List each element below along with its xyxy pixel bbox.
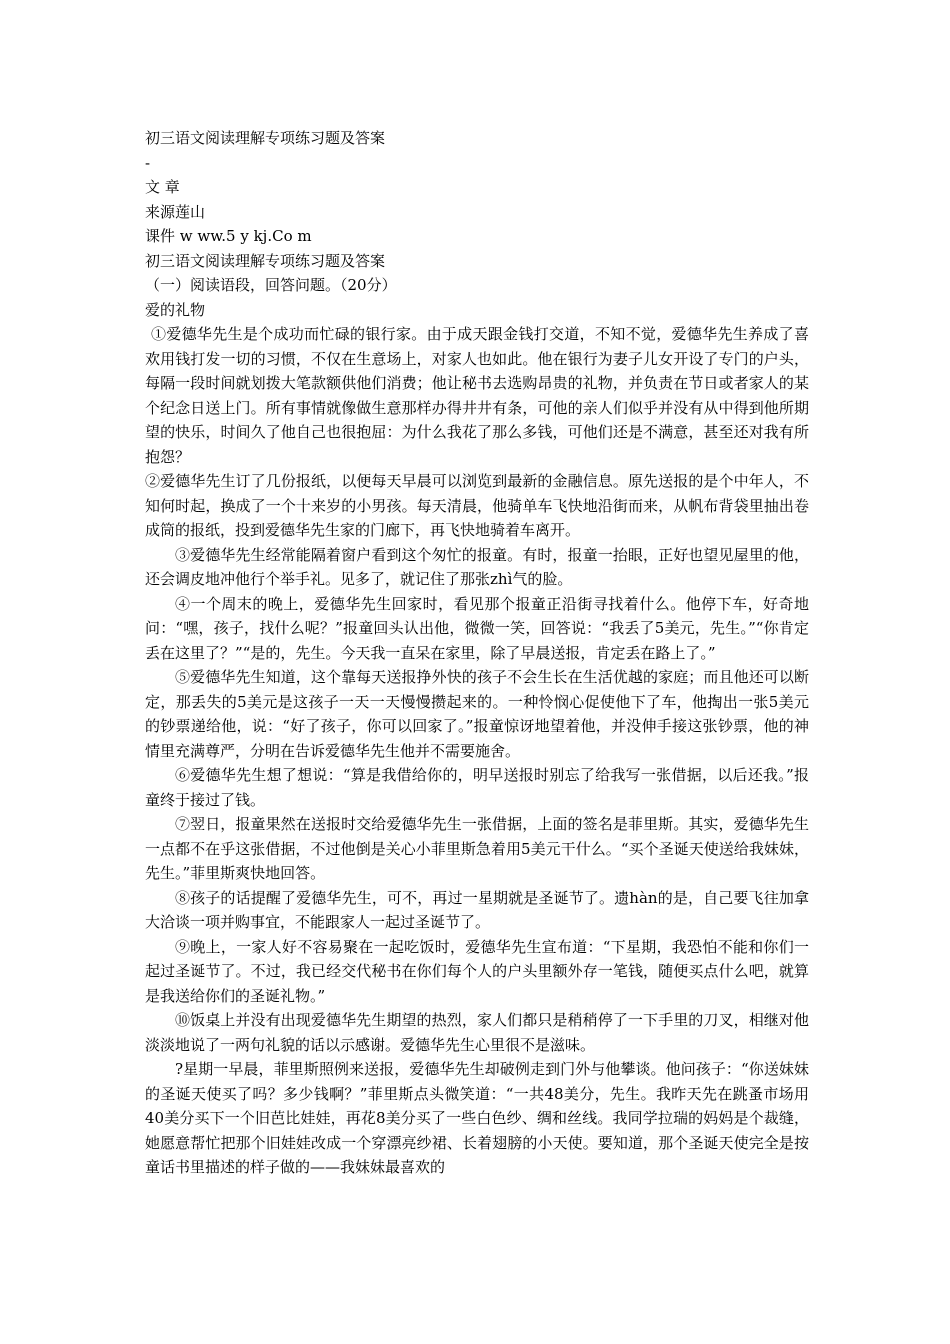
paragraph-9: ⑨晚上，一家人好不容易聚在一起吃饭时，爱德华先生宣布道：“下星期，我恐怕不能和你们一起过圣诞节了。不过，我已经交代秘书在你们每个人的户头里额外存一笔钱，随便买点什么吧，就算是我送给你们的圣诞礼物。” [145, 937, 809, 1005]
paragraph-2: ②爱德华先生订了几份报纸，以便每天早晨可以浏览到最新的金融信息。原先送报的是个中年人，不知何时起，换成了一个十来岁的小男孩。每天清晨，他骑单车飞快地沿街而来，从帆布背袋里抽出卷成筒的报纸，投到爱德华先生家的门廊下，再飞快地骑着车离开。 [145, 472, 809, 539]
kejian-line: 课件 w ww.5 y kj.Co m [145, 227, 312, 245]
paragraph-11: ?星期一早晨，菲里斯照例来送报，爱德华先生却破例走到门外与他攀谈。他问孩子：“你送妹妹的圣诞天使买了吗？多少钱啊？”菲里斯点头微笑道：“一共48美分，先生。我昨天先在跳蚤市场用40美分买下一个旧芭比娃娃，再花8美分买了一些白色纱、绸和丝线。我同学拉瑞的妈妈是个裁缝，她愿意帮忙把那个旧娃娃改成一个穿漂亮纱裙、长着翅膀的小天使。要知道，那个圣诞天使完全是按童话书里描述的样子做的——我妹妹最喜欢的 [145, 1060, 809, 1176]
document-page [145, 126, 809, 1180]
paragraph-6: ⑥爱德华先生想了想说：“算是我借给你的，明早送报时别忘了给我写一张借据，以后还我。”报童终于接过了钱。 [145, 766, 809, 809]
paragraph-5: ⑤爱德华先生知道，这个靠每天送报挣外快的孩子不会生长在生活优越的家庭；而且他还可以断定，那丢失的5美元是这孩子一天一天慢慢攒起来的。一种怜悯心促使他下了车，他掏出一张5美元的钞票递给他，说：“好了孩子，你可以回家了。”报童惊讶地望着他，并没伸手接这张钞票，他的神情里充满尊严，分明在告诉爱德华先生他并不需要施舍。 [145, 668, 809, 760]
section-heading: （一）阅读语段，回答问题。（20分） [145, 276, 397, 294]
header-title: 初三语文阅读理解专项练习题及答案 [145, 129, 386, 147]
paragraph-1: ①爱德华先生是个成功而忙碌的银行家。由于成天跟金钱打交道，不知不觉，爱德华先生养成了喜欢用钱打发一切的习惯，不仅在生意场上，对家人也如此。他在银行为妻子儿女开设了专门的户头，每隔一段时间就划拨大笔款额供他们消费；他让秘书去选购昂贵的礼物，并负责在节日或者家人的某个纪念日送上门。所有事情就像做生意那样办得井井有条，可他的亲人们似乎并没有从中得到他所期望的快乐，时间久了他自己也很抱屈：为什么我花了那么多钱，可他们还是不满意，甚至还对我有所抱怨？ [145, 325, 809, 466]
paragraph-7: ⑦翌日，报童果然在送报时交给爱德华先生一张借据，上面的签名是菲里斯。其实，爱德华先生一点都不在乎这张借据，不过他倒是关心小菲里斯急着用5美元干什么。“买个圣诞天使送给我妹妹，先生。”菲里斯爽快地回答。 [145, 815, 809, 882]
dash-line: - [145, 153, 151, 172]
paragraph-10: ⑩饭桌上并没有出现爱德华先生期望的热烈，家人们都只是稍稍停了一下手里的刀叉，相继对他淡淡地说了一两句礼貌的话以示感谢。爱德华先生心里很不是滋味。 [145, 1011, 809, 1054]
wenzhang-label: 文 章 [145, 178, 180, 196]
story-title: 爱的礼物 [145, 300, 206, 319]
title-repeat: 初三语文阅读理解专项练习题及答案 [145, 251, 386, 270]
source-line: 来源莲山 [145, 202, 206, 221]
paragraph-3: ③爱德华先生经常能隔着窗户看到这个匆忙的报童。有时，报童一抬眼，正好也望见屋里的他，还会调皮地冲他行个举手礼。见多了，就记住了那张zhì气的脸。 [145, 545, 809, 588]
paragraph-4: ④一个周末的晚上，爱德华先生回家时，看见那个报童正沿街寻找着什么。他停下车，好奇地问：“嘿，孩子，找什么呢？”报童回头认出他，微微一笑，回答说：“我丢了5美元，先生。”“你肯定丢在这里了？”“是的，先生。今天我一直呆在家里，除了早晨送报，肯定丢在路上了。” [145, 594, 809, 662]
paragraph-8: ⑧孩子的话提醒了爱德华先生，可不，再过一星期就是圣诞节了。遗hàn的是，自己要飞往加拿大洽谈一项并购事宜，不能跟家人一起过圣诞节了。 [145, 888, 809, 931]
